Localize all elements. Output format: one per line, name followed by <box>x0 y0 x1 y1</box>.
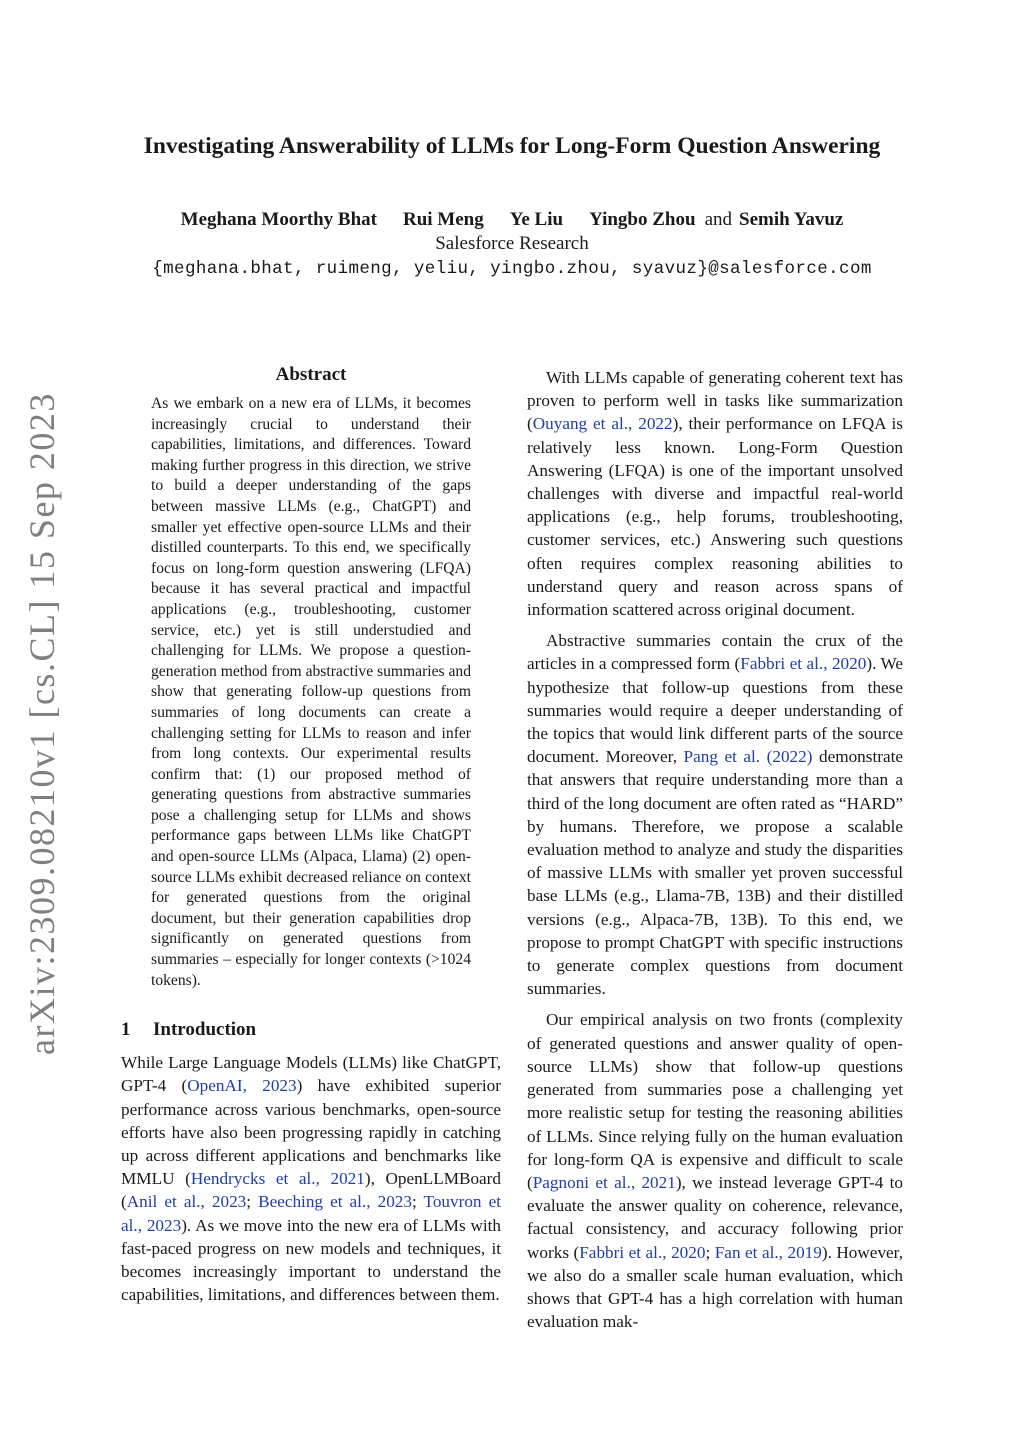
paragraph-text: ), their performance on LFQA is relatively less known. Long-Form Question Answering (LFQA) is one of the important unsolved challenges with diverse and impactful real-world applications (e.g., help forums, troubleshooting, customer services, etc.) Answering such questions often requires complex reasoning abilities to understand query and reason across spans of information scattered across original document. <box>527 414 903 620</box>
intro-paragraph-1 <box>121 1051 501 1306</box>
citation-link[interactable]: Fabbri et al., 2020 <box>740 654 867 674</box>
author-conjunction: and <box>704 209 732 230</box>
paragraph-text: ; <box>412 1192 424 1212</box>
citation-link[interactable]: Hendrycks et al., 2021 <box>190 1169 365 1189</box>
citation-link[interactable]: Fan et al., 2019 <box>714 1242 822 1262</box>
paragraph-text: With LLMs capable of generating coherent text has proven to perform well in tasks like summarization ( <box>527 368 903 434</box>
body-paragraph-2 <box>527 629 903 1000</box>
body-paragraph-3 <box>527 1008 903 1333</box>
right-column <box>527 366 903 1333</box>
left-column <box>121 362 501 1306</box>
author-name: Meghana Moorthy Bhat <box>180 209 377 230</box>
paragraph-text: ; <box>705 1242 715 1262</box>
citation-link[interactable]: Ouyang et al., 2022 <box>532 414 673 434</box>
paragraph-text: ) have exhibited superior performance across various benchmarks, open-source efforts have also been progressing rapidly in catching up across different applications and benchmarks like MMLU ( <box>121 1076 501 1189</box>
paragraph-text: ; <box>246 1192 259 1212</box>
citation-link[interactable]: Pagnoni et al., 2021 <box>532 1172 676 1192</box>
paragraph-text: ), we instead leverage GPT-4 to evaluate the answer quality on coherence, relevance, factual consistency, and accuracy following prior works ( <box>527 1172 903 1262</box>
paragraph-text: demonstrate that answers that require understanding more than a third of the long document are often rated as “HARD” by humans. Therefore, we propose a scalable evaluation method to analyze and study the disparities of massive LLMs with smaller yet proven successful base LLMs (e.g., Llama-7B, 13B) and their distilled versions (e.g., Alpaca-7B, 13B). To this end, we propose to prompt ChatGPT with specific instructions to generate complex questions from document summaries. <box>527 747 903 999</box>
author-name: Rui Meng <box>402 209 484 230</box>
paragraph-text: While Large Language Models (LLMs) like ChatGPT, GPT-4 ( <box>121 1053 501 1096</box>
section-heading-introduction <box>121 1017 501 1043</box>
paragraph-text: ). As we move into the new era of LLMs with fast-paced progress on new models and techniques, it becomes increasingly important to understand the capabilities, limitations, and differences between them. <box>121 1215 502 1305</box>
paragraph-text: Abstractive summaries contain the crux of the articles in a compressed form ( <box>527 631 903 674</box>
citation-link[interactable]: Beeching et al., 2023 <box>258 1192 412 1212</box>
author-list <box>0 207 1024 233</box>
abstract-text: As we embark on a new era of LLMs, it becomes increasingly crucial to understand their capabilities, limitations, and differences. Toward making further progress in this direction, we strive to build a deeper understanding of the gaps between massive LLMs (e.g., ChatGPT) and smaller yet effective open-source LLMs and their distilled counterparts. To this end, we specifically focus on long-form question answering (LFQA) because it has several practical and impactful applications (e.g., troubleshooting, customer service, etc.) yet is still understudied and challenging for LLMs. We propose a question-generation method from abstractive summaries and show that generating follow-up questions from summaries of long documents can create a challenging setting for LLMs to reason and infer from long contexts. Our experimental results confirm that: (1) our proposed method of generating questions from abstractive summaries pose a challenging setup for LLMs and shows performance gaps between LLMs like ChatGPT and open-source LLMs (Alpaca, Llama) (2) open-source LLMs exhibit decreased reliance on context for generated questions from the original document, but their generation capabilities drop significantly on generated questions from summaries – especially for longer contexts (>1024 tokens). <box>151 395 471 989</box>
abstract-heading: Abstract <box>275 364 347 385</box>
paragraph-text: ). We hypothesize that follow-up questions from these summaries would require a deeper understanding of the topics that would link different parts of the source document. Moreover, <box>527 654 903 767</box>
author-emails: {meghana.bhat, ruimeng, yeliu, yingbo.zhou, syavuz}@salesforce.com <box>152 259 872 279</box>
paragraph-text: ). However, we also do a smaller scale human evaluation, which shows that GPT-4 has a high correlation with human evaluation mak- <box>527 1242 903 1332</box>
author-name: Ye Liu <box>509 209 564 230</box>
section-title: Introduction <box>153 1019 257 1041</box>
section-number: 1 <box>121 1019 131 1041</box>
arxiv-identifier: arXiv:2309.08210v1 [cs.CL] 15 Sep 2023 <box>22 392 62 1055</box>
citation-link[interactable]: Touvron et al., 2023 <box>121 1192 501 1235</box>
affiliation: Salesforce Research <box>435 233 589 254</box>
citation-link[interactable]: Fabbri et al., 2020 <box>579 1242 706 1262</box>
citation-link[interactable]: OpenAI, 2023 <box>187 1076 297 1096</box>
body-paragraph-1 <box>527 366 903 621</box>
author-name: Yingbo Zhou <box>589 209 696 230</box>
paragraph-text: ), OpenLLMBoard ( <box>121 1169 501 1212</box>
citation-link[interactable]: Pang et al. (2022) <box>683 747 813 767</box>
citation-link[interactable]: Anil et al., 2023 <box>126 1192 247 1212</box>
paragraph-text: Our empirical analysis on two fronts (complexity of generated questions and answer quality of open-source LLMs) show that follow-up questions generated from summaries pose a challenging yet more realistic setup for testing the reasoning abilities of LLMs. Since relying fully on the human evaluation for long-form QA is expensive and difficult to scale ( <box>527 1010 903 1192</box>
paper-title: Investigating Answerability of LLMs for Long-Form Question Answering <box>143 133 881 159</box>
author-name: Semih Yavuz <box>739 209 844 230</box>
